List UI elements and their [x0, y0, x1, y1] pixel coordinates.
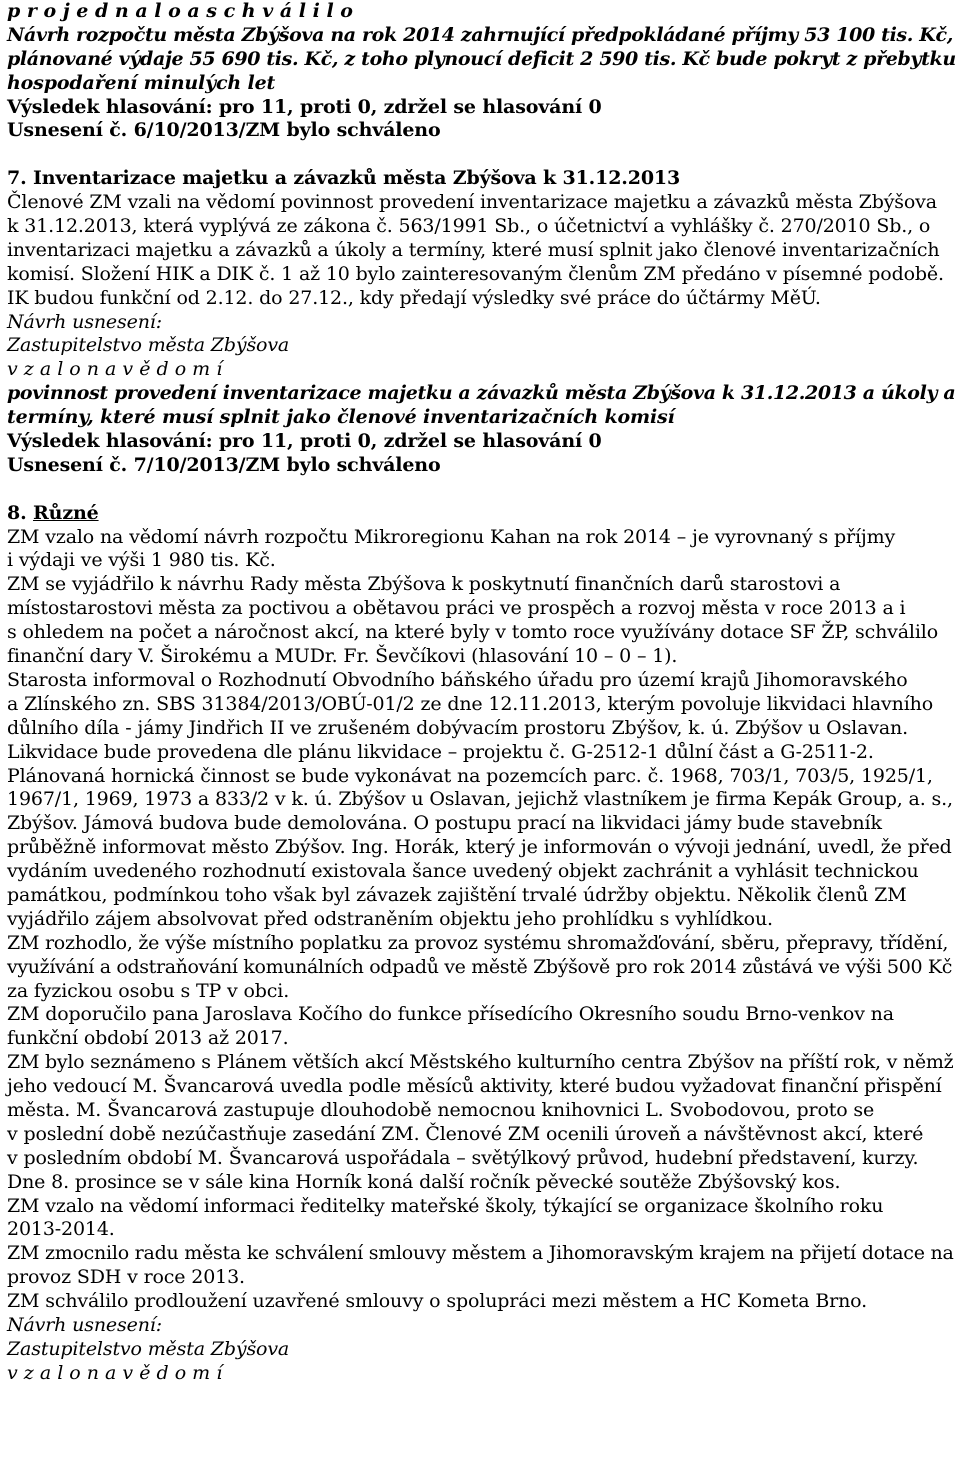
- body-line: důlního díla - jámy Jindřich II ve zrušeném dobývacím prostoru Zbýšov, k. ú. Zbýšov u Oslavan.: [7, 716, 909, 739]
- body-line: s ohledem na počet a náročnost akcí, na které byly v tomto roce využívány dotace SF ŽP, schválilo: [7, 621, 938, 644]
- body-line: ZM schválilo prodloužení uzavřené smlouvy o spolupráci mezi městem a HC Kometa Brno.: [7, 1290, 868, 1313]
- body-line: IK budou funkční od 2.12. do 27.12., kdy předají výsledky své práce do účtármy MěÚ.: [7, 286, 821, 309]
- budget-text-line: hospodaření minulých let: [7, 71, 276, 94]
- vote-result: Výsledek hlasování: pro 11, proti 0, zdržel se hlasování 0: [7, 95, 602, 118]
- body-line: ZM se vyjádřilo k návrhu Rady města Zbýšova k poskytnutí finančních darů starostovi a: [7, 573, 841, 596]
- body-line: ZM zmocnilo radu města ke schválení smlouvy městem a Jihomoravským krajem na přijetí dotace na: [7, 1242, 954, 1265]
- body-line: vydáním uvedeného rozhodnutí existovala šance uvedený objekt zachránit a vyhlásit technickou: [7, 860, 919, 883]
- section-heading: 7. Inventarizace majetku a závazků města Zbýšova k 31.12.2013: [7, 167, 681, 190]
- body-line: provoz SDH v roce 2013.: [7, 1266, 245, 1289]
- body-line: Dne 8. prosince se v sále kina Horník koná další ročník pěvecké soutěže Zbýšovský kos.: [7, 1170, 841, 1193]
- body-line: 1967/1, 1969, 1973 a 833/2 v k. ú. Zbýšov u Oslavan, jejichž vlastníkem je firma Kepák Group, a. s.,: [7, 788, 953, 811]
- body-line: Starosta informoval o Rozhodnutí Obvodního báňského úřadu pro území krajů Jihomoravského: [7, 668, 908, 691]
- body-line: v posledním období M. Švancarová uspořádala – světýlkový průvod, hudební představení, kurzy.: [7, 1146, 919, 1169]
- body-line: ZM rozhodlo, že výše místního poplatku za provoz systému shromažďování, sběru, přepravy, třídění,: [7, 931, 949, 954]
- section-number: 8.: [7, 501, 27, 524]
- body-line: komisí. Složení HIK a DIK č. 1 až 10 bylo zainteresovaným členům ZM předáno v písemné podobě.: [7, 262, 944, 285]
- body-line: 2013-2014.: [7, 1218, 115, 1241]
- vote-result: Výsledek hlasování: pro 11, proti 0, zdržel se hlasování 0: [7, 430, 602, 453]
- body-line: i výdaji ve výši 1 980 tis. Kč.: [7, 549, 276, 572]
- body-line: Likvidace bude provedena dle plánu likvidace – projektu č. G-2512-1 důlní část a G-2511-2.: [7, 740, 874, 763]
- body-line: Členové ZM vzali na vědomí povinnost provedení inventarizace majetku a závazků města Zbýšova: [7, 191, 937, 214]
- body-line: Zbýšov. Jámová budova bude demolována. O postupu prací na likvidaci jámy bude stavebník: [7, 812, 882, 835]
- council-name: Zastupitelstvo města Zbýšova: [7, 334, 290, 357]
- budget-text-line: plánované výdaje 55 690 tis. Kč, z toho plynoucí deficit 2 590 tis. Kč bude pokryt z přebytku: [7, 47, 956, 70]
- proposal-label: Návrh usnesení:: [7, 310, 162, 333]
- section-title: Různé: [33, 501, 99, 524]
- body-line: a Zlínského zn. SBS 31384/2013/OBÚ-01/2 ze dne 12.11.2013, kterým povoluje likvidaci hlavního: [7, 692, 933, 715]
- body-line: jeho vedoucí M. Švancarová uvedla podle měsíců aktivity, které budou vyžadovat finanční přispění: [7, 1075, 942, 1098]
- paragraph-gap: [7, 478, 957, 502]
- noted-heading: v z a l o n a v ě d o m í: [7, 1361, 223, 1384]
- body-line: inventarizaci majetku a závazků a úkoly a termíny, které musí splnit jako členové inventarizačních: [7, 238, 940, 261]
- body-line: k 31.12.2013, která vyplývá ze zákona č. 563/1991 Sb., o účetnictví a vyhlášky č. 270/2010 Sb., o: [7, 215, 931, 238]
- body-line: průběžně informovat město Zbýšov. Ing. Horák, který je informován o vývoji jednání, uvedl, že před: [7, 836, 952, 859]
- body-line: Plánovaná hornická činnost se bude vykonávat na pozemcích parc. č. 1968, 703/1, 703/5, 1925/1,: [7, 764, 933, 787]
- body-line: finanční dary V. Širokému a MUDr. Fr. Ševčíkovi (hlasování 10 – 0 – 1).: [7, 645, 678, 668]
- paragraph-gap: [7, 143, 957, 167]
- body-line: památkou, podmínkou toho však byl závazek zajištění trvalé údržby objektu. Několik členů ZM: [7, 883, 907, 906]
- approved-heading: p r o j e d n a l o a s c h v á l i l o: [7, 0, 353, 22]
- body-line: v poslední době nezúčastňuje zasedání ZM. Členové ZM ocenili úroveň a návštěvnost akcí, které: [7, 1122, 924, 1145]
- body-line: vyjádřilo zájem absolvovat před odstraněním objektu jeho prohlídku s vyhlídkou.: [7, 907, 773, 930]
- body-line: města. M. Švancarová zastupuje dlouhodobě nemocnou knihovnici L. Svobodovou, proto se: [7, 1098, 875, 1121]
- body-line: za fyzickou osobu s TP v obci.: [7, 979, 290, 1002]
- proposal-label: Návrh usnesení:: [7, 1313, 162, 1336]
- body-line: ZM doporučilo pana Jaroslava Kočího do funkce přísedícího Okresního soudu Brno-venkov na: [7, 1003, 894, 1026]
- body-line: funkční období 2013 až 2017.: [7, 1027, 289, 1050]
- council-name: Zastupitelstvo města Zbýšova: [7, 1337, 290, 1360]
- body-line: ZM vzalo na vědomí informaci ředitelky mateřské školy, týkající se organizace školního roku: [7, 1194, 884, 1217]
- budget-text-line: Návrh rozpočtu města Zbýšova na rok 2014 zahrnující předpokládané příjmy 53 100 tis. Kč,: [7, 23, 953, 46]
- body-line: ZM bylo seznámeno s Plánem větších akcí Městského kulturního centra Zbýšov na příští rok, v němž: [7, 1051, 954, 1074]
- section-heading: [7, 502, 957, 526]
- body-line: využívání a odstraňování komunálních odpadů ve městě Zbýšově pro rok 2014 zůstává ve výši 500 Kč: [7, 955, 953, 978]
- noted-text-line: povinnost provedení inventarizace majetku a závazků města Zbýšova k 31.12.2013 a úkoly a: [7, 382, 956, 405]
- resolution-line: Usnesení č. 7/10/2013/ZM bylo schváleno: [7, 453, 441, 476]
- resolution-line: Usnesení č. 6/10/2013/ZM bylo schváleno: [7, 119, 441, 142]
- noted-heading: v z a l o n a v ě d o m í: [7, 358, 223, 381]
- document-page: [7, 0, 957, 1386]
- noted-text-line: termíny, které musí splnit jako členové inventarizačních komisí: [7, 406, 675, 429]
- body-line: ZM vzalo na vědomí návrh rozpočtu Mikroregionu Kahan na rok 2014 – je vyrovnaný s příjmy: [7, 525, 896, 548]
- body-line: místostarostovi města za poctivou a obětavou práci ve prospěch a rozvoj města v roce 2013 a i: [7, 597, 906, 620]
